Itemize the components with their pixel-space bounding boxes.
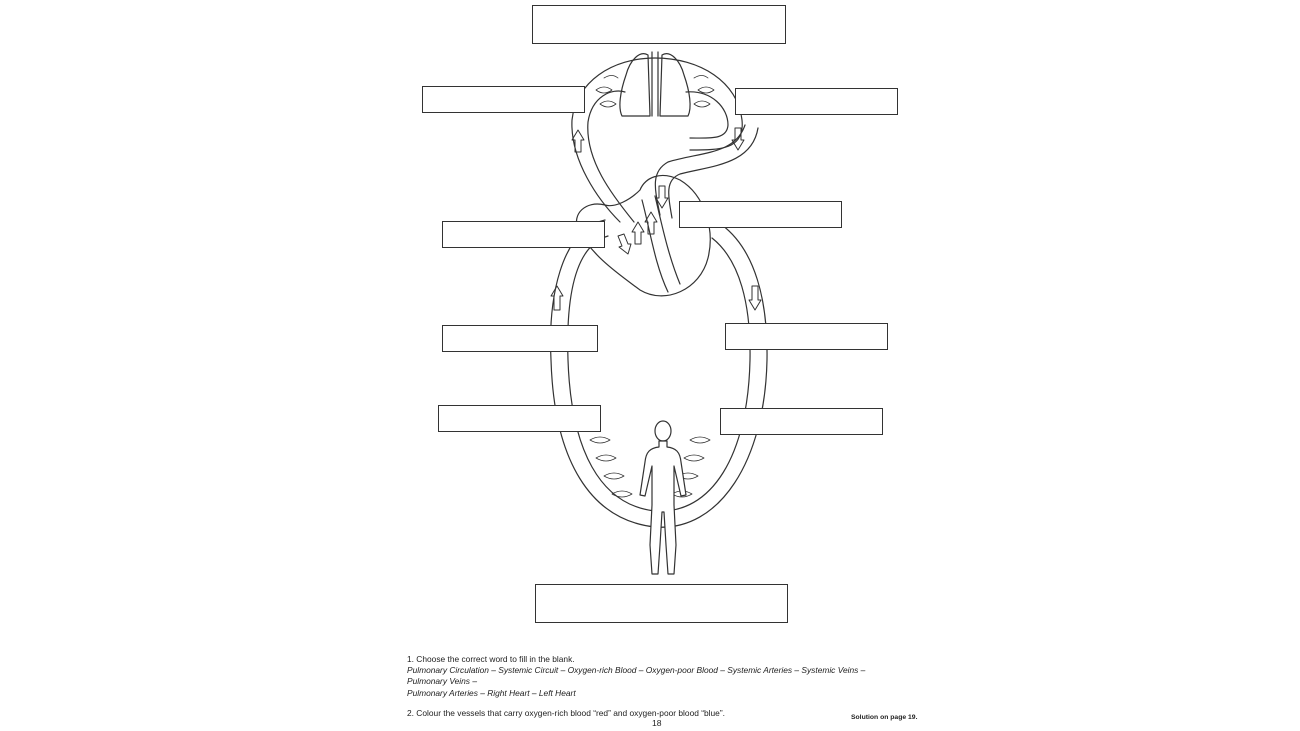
blank-label-mid-right[interactable]: [725, 323, 888, 350]
word-bank-line-1: Pulmonary Circulation – Systemic Circuit – Oxygen-rich Blood – Oxygen-poor Blood – Systemic Arteries – Systemic Veins – Pulmonary Veins –: [407, 665, 866, 687]
arrow-down-icon: [749, 286, 761, 310]
solution-note: Solution on page 19.: [851, 714, 918, 721]
blank-label-heart-left[interactable]: [442, 221, 605, 248]
question-1-prompt: 1. Choose the correct word to fill in the blank.: [407, 654, 575, 664]
word-bank-line-2: Pulmonary Arteries – Right Heart – Left Heart: [407, 687, 576, 698]
arrow-down-icon: [618, 234, 631, 254]
blank-label-upper-right[interactable]: [735, 88, 898, 115]
human-figure-icon: [640, 421, 686, 574]
instructions: [407, 654, 907, 719]
question-2-prompt: 2. Colour the vessels that carry oxygen-rich blood “red” and oxygen-poor blood “blue”.: [407, 707, 725, 718]
blank-label-top[interactable]: [532, 5, 786, 44]
arrow-up-icon: [645, 212, 657, 234]
heart-septum: [642, 196, 680, 292]
blank-label-upper-left[interactable]: [422, 86, 585, 113]
lung-right: [660, 54, 690, 116]
blank-label-lower-right[interactable]: [720, 408, 883, 435]
blank-label-lower-left[interactable]: [438, 405, 601, 432]
blank-label-heart-right[interactable]: [679, 201, 842, 228]
lung-left: [620, 54, 650, 116]
page-number: 18: [652, 718, 662, 728]
blank-label-bottom[interactable]: [535, 584, 788, 623]
blank-label-mid-left[interactable]: [442, 325, 598, 352]
arrow-up-icon: [632, 222, 644, 244]
trachea: [652, 52, 658, 116]
